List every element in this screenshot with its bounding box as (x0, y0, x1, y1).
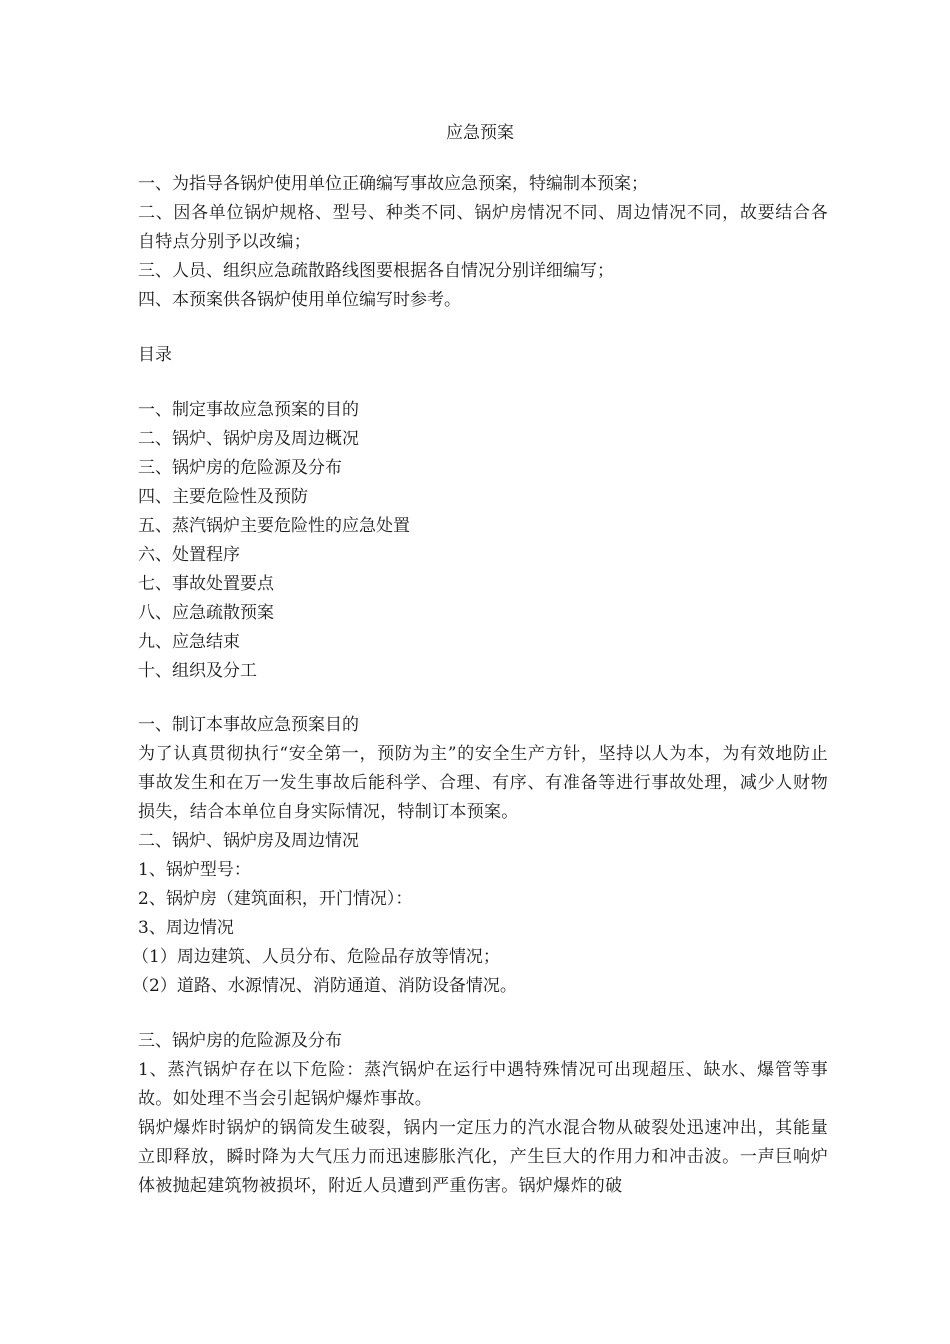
toc-item: 九、应急结束 (138, 632, 240, 652)
list-item: 2、锅炉房（建筑面积，开门情况）： (138, 889, 413, 909)
list-item: （2）道路、水源情况、消防通道、消防设备情况。 (132, 976, 517, 996)
preface-item: 二、因各单位锅炉规格、型号、种类不同、锅炉房情况不同、周边情况不同，故要结合各自特点分别予以改编； (138, 203, 828, 252)
section-boiler-overview (132, 827, 828, 1001)
toc-heading: 目录 (138, 345, 172, 365)
toc-heading-block (138, 341, 828, 370)
section-paragraph: 为了认真贯彻执行“安全第一，预防为主”的安全生产方针，坚持以人为本，为有效地防止事故发生和在万一发生事故后能科学、合理、有序、有准备等进行事故处理，减少人财物损失，结合本单位自身实际情况，特制订本预案。 (138, 744, 828, 822)
section-hazards (138, 1027, 828, 1201)
section-paragraph: 1、蒸汽锅炉存在以下危险：蒸汽锅炉在运行中遇特殊情况可出现超压、缺水、爆管等事故。如处理不当会引起锅炉爆炸事故。 (138, 1060, 828, 1109)
section-heading: 一、制订本事故应急预案目的 (138, 715, 359, 735)
toc-item: 三、锅炉房的危险源及分布 (138, 458, 342, 478)
toc-item: 一、制定事故应急预案的目的 (138, 400, 359, 420)
list-item: （1）周边建筑、人员分布、危险品存放等情况； (132, 947, 500, 967)
preface-item: 三、人员、组织应急疏散路线图要根据各自情况分别详细编写； (138, 261, 614, 281)
toc-item: 八、应急疏散预案 (138, 603, 274, 623)
preface-section (138, 170, 828, 315)
section-purpose (138, 711, 828, 827)
toc-item: 六、处置程序 (138, 545, 240, 565)
section-heading: 三、锅炉房的危险源及分布 (138, 1031, 342, 1051)
preface-item: 一、为指导各锅炉使用单位正确编写事故应急预案，特编制本预案； (138, 174, 648, 194)
toc-item: 四、主要危险性及预防 (138, 487, 308, 507)
preface-item: 四、本预案供各锅炉使用单位编写时参考。 (138, 290, 461, 310)
section-heading: 二、锅炉、锅炉房及周边情况 (138, 831, 359, 851)
toc-item: 二、锅炉、锅炉房及周边概况 (138, 429, 359, 449)
toc-item: 十、组织及分工 (138, 661, 257, 681)
toc-item: 七、事故处置要点 (138, 574, 274, 594)
list-item: 1、锅炉型号： (138, 860, 251, 880)
table-of-contents (138, 396, 828, 686)
document-title: 应急预案 (446, 123, 514, 143)
list-item: 3、周边情况 (138, 918, 234, 938)
section-paragraph: 锅炉爆炸时锅炉的锅筒发生破裂，锅内一定压力的汽水混合物从破裂处迅速冲出，其能量立即释放，瞬时降为大气压力而迅速膨胀汽化，产生巨大的作用力和冲击波。一声巨响炉体被抛起建筑物被损坏，附近人员遭到严重伤害。锅炉爆炸的破 (138, 1118, 828, 1196)
toc-item: 五、蒸汽锅炉主要危险性的应急处置 (138, 516, 410, 536)
